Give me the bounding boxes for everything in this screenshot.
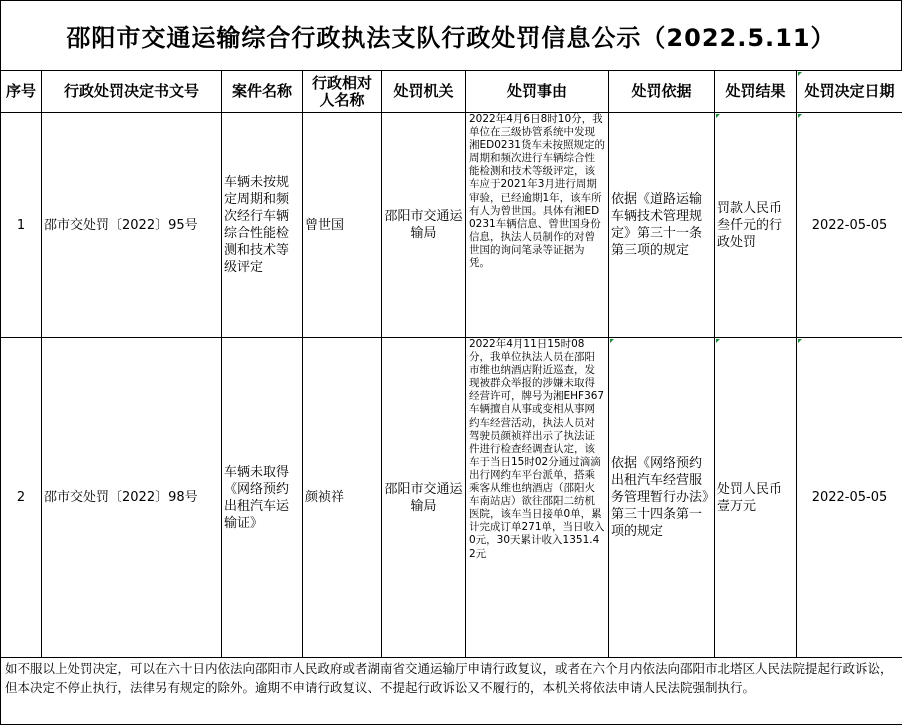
cell-authority: 邵阳市交通运输局 (382, 338, 466, 658)
cell-party: 曾世国 (303, 113, 382, 338)
header-case-name: 案件名称 (222, 71, 303, 113)
cell-index: 1 (1, 113, 42, 338)
table-row (1, 338, 902, 658)
cell-case-name: 车辆未按规定周期和频次经行车辆综合性能检测和技术等级评定 (222, 113, 303, 338)
header-reason: 处罚事由 (466, 71, 609, 113)
header-row (1, 71, 902, 113)
cell-date: 2022-05-05 (797, 113, 902, 338)
header-index: 序号 (1, 71, 42, 113)
footer-notice: 如不服以上处罚决定，可以在六十日内依法向邵阳市人民政府或者湖南省交通运输厅申请行政复议，或者在六个月内依法向邵阳市北塔区人民法院提起行政诉讼，但本决定不停止执行，法律另有规定的除外。逾期不申请行政复议、不提起行政诉讼又不履行的，本机关将依法申请人民法院强制执行。 (1, 658, 902, 725)
header-basis: 处罚依据 (609, 71, 715, 113)
penalty-table (0, 70, 902, 725)
header-doc-number: 行政处罚决定书文号 (42, 71, 222, 113)
cell-result: 罚款人民币叁仟元的行政处罚 (715, 113, 797, 338)
footer-row (1, 658, 902, 725)
cell-doc-number: 邵市交处罚〔2022〕98号 (42, 338, 222, 658)
cell-date: 2022-05-05 (797, 338, 902, 658)
header-authority: 处罚机关 (382, 71, 466, 113)
cell-case-name: 车辆未取得《网络预约出租汽车运输证》 (222, 338, 303, 658)
cell-basis: 依据《网络预约出租汽车经营服务管理暂行办法》第三十四条第一项的规定 (609, 338, 715, 658)
page-title: 邵阳市交通运输综合行政执法支队行政处罚信息公示（2022.5.11） (0, 0, 902, 70)
cell-basis: 依据《道路运输车辆技术管理规定》第三十一条第三项的规定 (609, 113, 715, 338)
header-party: 行政相对人名称 (303, 71, 382, 113)
table-row (1, 113, 902, 338)
cell-reason: 2022年4月6日8时10分，我单位在三级协管系统中发现湘ED0231货车未按照规定的周期和频次进行车辆综合性能检测和技术等级评定，该车应于2021年3月进行周期审验，已经逾期1年，该车所有人为曾世国。具体有湘ED0231车辆信息、曾世国身份信息，执法人员制作的对曾世国的询问笔录等证据为凭。 (466, 113, 609, 338)
cell-party: 颜祯祥 (303, 338, 382, 658)
cell-authority: 邵阳市交通运输局 (382, 113, 466, 338)
cell-reason: 2022年4月11日15时08分，我单位执法人员在邵阳市维也纳酒店附近巡查，发现被群众举报的涉嫌未取得经营许可，牌号为湘EHF367车辆擅自从事或变相从事网约车经营活动，执法人员对驾驶员颜祯祥出示了执法证件进行检查经调查认定，该车于当日15时02分通过滴滴出行网约车平台派单，搭乘乘客从维也纳酒店（邵阳火车南站店）欲往邵阳二纺机医院，该车当日接单0单，累计完成订单271单，当日收入0元，30天累计收入1351.42元 (466, 338, 609, 658)
header-result: 处罚结果 (715, 71, 797, 113)
cell-doc-number: 邵市交处罚〔2022〕95号 (42, 113, 222, 338)
header-date: 处罚决定日期 (797, 71, 902, 113)
cell-result: 处罚人民币壹万元 (715, 338, 797, 658)
cell-index: 2 (1, 338, 42, 658)
